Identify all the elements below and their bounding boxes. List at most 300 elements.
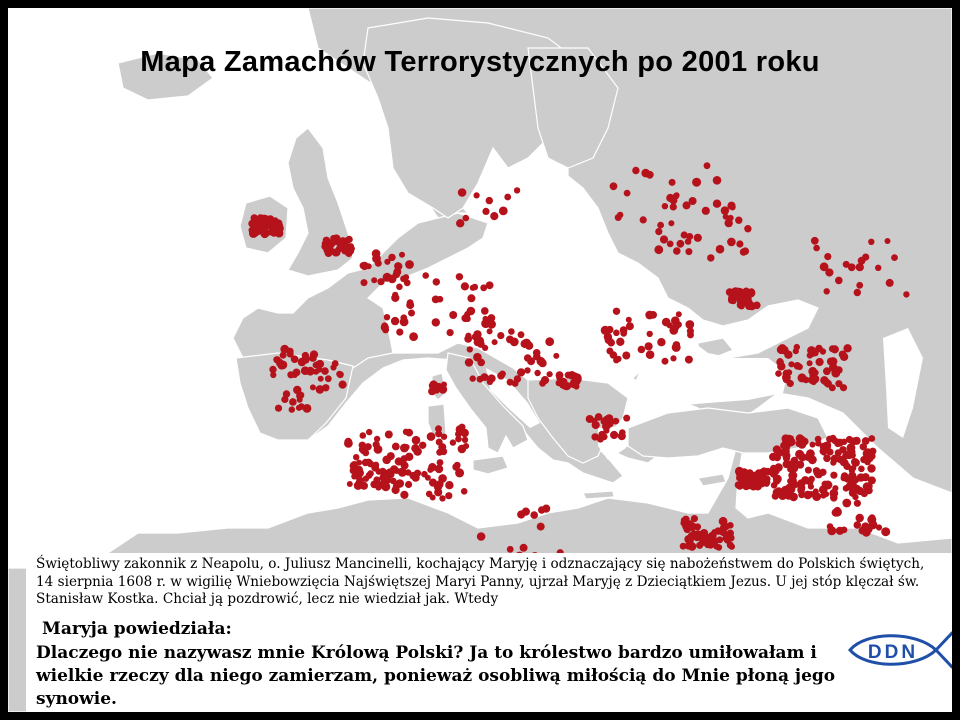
- attack-marker: [461, 488, 468, 495]
- attack-marker: [858, 466, 865, 473]
- logo-text: DDN: [867, 642, 919, 663]
- attack-marker: [735, 217, 742, 224]
- attack-marker: [449, 311, 457, 319]
- attack-marker: [492, 339, 498, 345]
- attack-marker: [788, 435, 794, 441]
- attack-marker: [829, 345, 836, 352]
- attack-marker: [405, 481, 412, 488]
- attack-marker: [296, 405, 302, 411]
- attack-marker: [419, 442, 426, 449]
- attack-marker: [813, 470, 819, 476]
- attack-marker: [497, 332, 504, 339]
- attack-marker: [824, 253, 831, 260]
- attack-marker: [783, 376, 791, 384]
- attack-marker: [533, 353, 541, 361]
- attack-marker: [436, 449, 443, 456]
- attack-marker: [727, 238, 736, 247]
- attack-marker: [670, 355, 676, 361]
- attack-marker: [615, 214, 622, 221]
- attack-marker: [607, 419, 614, 426]
- attack-marker: [813, 245, 820, 252]
- attack-marker: [830, 494, 838, 502]
- attack-marker: [287, 371, 294, 378]
- attack-marker: [434, 488, 442, 496]
- attack-marker: [856, 514, 864, 522]
- attack-marker: [403, 444, 409, 450]
- attack-marker: [626, 322, 634, 330]
- attack-marker: [669, 179, 676, 186]
- attack-marker: [403, 429, 409, 435]
- attack-marker: [739, 473, 747, 481]
- attack-marker: [622, 352, 630, 360]
- attack-marker: [447, 329, 454, 336]
- attack-marker: [807, 360, 813, 366]
- attack-marker: [853, 485, 860, 492]
- attack-marker: [372, 249, 381, 258]
- attack-marker: [868, 435, 875, 442]
- attack-marker: [384, 314, 390, 320]
- attack-marker: [318, 376, 324, 382]
- attack-marker: [363, 476, 369, 482]
- attack-marker: [456, 219, 464, 227]
- attack-marker: [848, 478, 856, 486]
- attack-marker: [690, 531, 699, 540]
- attack-marker: [456, 273, 463, 280]
- attack-marker: [381, 479, 389, 487]
- attack-marker: [812, 492, 821, 501]
- attack-marker: [360, 262, 367, 269]
- attack-marker: [808, 455, 817, 464]
- attack-marker: [780, 442, 787, 449]
- attack-marker: [840, 353, 848, 361]
- attack-marker: [689, 197, 697, 205]
- attack-marker: [458, 188, 467, 197]
- attack-marker: [391, 294, 399, 302]
- attack-marker: [842, 499, 851, 508]
- attack-marker: [822, 481, 829, 488]
- attack-marker: [488, 374, 496, 382]
- attack-marker: [382, 456, 391, 465]
- attack-marker: [647, 331, 653, 337]
- attack-marker: [655, 228, 662, 235]
- attack-marker: [774, 491, 781, 498]
- attack-marker: [825, 442, 832, 449]
- attack-marker: [395, 457, 403, 465]
- attack-marker: [413, 445, 419, 451]
- attack-marker: [400, 491, 408, 499]
- attack-marker: [351, 473, 357, 479]
- attack-marker: [325, 375, 332, 382]
- attack-marker: [819, 469, 826, 476]
- attack-marker: [753, 302, 761, 310]
- attack-marker: [816, 358, 824, 366]
- attack-marker: [409, 472, 417, 480]
- attack-marker: [841, 472, 849, 480]
- attack-marker: [276, 224, 284, 232]
- attack-marker: [340, 243, 349, 252]
- attack-marker: [723, 524, 729, 530]
- poster-frame: [8, 8, 952, 712]
- attack-marker: [441, 382, 447, 388]
- attack-marker: [385, 431, 393, 439]
- attack-marker: [783, 460, 791, 468]
- attack-marker: [591, 433, 598, 440]
- attack-marker: [713, 200, 721, 208]
- attack-marker: [399, 252, 405, 258]
- attack-marker: [623, 415, 630, 422]
- attack-marker: [745, 302, 753, 310]
- story-paragraph: Świętobliwy zakonnik z Neapolu, o. Juliusz Mancinelli, kochający Maryję i odznaczający się nabożeństwem do Polskich świętych, 14 sierpnia 1608 r. w wigilię Wniebowzięcia Najświętszej Maryi Panny, ujrzał Maryję z Dzieciątkiem Jezus. U jej stóp klęczał św. Stanisław Kostka. Chciał ją pozdrowić, lecz nie wiedział jak. Wtedy: [36, 556, 925, 607]
- attack-marker: [681, 231, 688, 238]
- attack-marker: [461, 282, 469, 290]
- attack-marker: [707, 534, 715, 542]
- attack-marker: [868, 239, 874, 245]
- attack-marker: [287, 351, 294, 358]
- attack-marker: [810, 442, 816, 448]
- attack-marker: [728, 215, 734, 221]
- attack-marker: [310, 384, 316, 390]
- attack-marker: [429, 479, 437, 487]
- attack-marker: [376, 468, 382, 474]
- attack-marker: [316, 385, 325, 394]
- attack-marker: [278, 360, 284, 366]
- attack-marker: [886, 279, 894, 287]
- attack-marker: [477, 532, 486, 541]
- attack-marker: [843, 261, 850, 268]
- attack-marker: [761, 467, 767, 473]
- attack-marker: [875, 265, 881, 271]
- attack-marker: [601, 433, 608, 440]
- land-cyprus: [698, 474, 726, 486]
- attack-marker: [626, 317, 632, 323]
- attack-marker: [831, 455, 839, 463]
- ddn-logo: [846, 627, 952, 673]
- attack-marker: [539, 380, 546, 387]
- attack-marker: [736, 240, 743, 247]
- attack-marker: [601, 326, 610, 335]
- attack-marker: [507, 379, 514, 386]
- attack-marker: [727, 542, 734, 549]
- attack-marker: [682, 516, 690, 524]
- attack-marker: [657, 222, 664, 229]
- attack-marker: [801, 476, 809, 484]
- attack-marker: [843, 485, 850, 492]
- attack-marker: [692, 178, 701, 187]
- attack-marker: [396, 329, 403, 336]
- attack-marker: [524, 354, 532, 362]
- attack-marker: [301, 355, 309, 363]
- attack-marker: [696, 542, 703, 549]
- attack-marker: [405, 453, 413, 461]
- attack-marker: [685, 248, 692, 255]
- attack-marker: [394, 262, 401, 269]
- attack-marker: [361, 444, 369, 452]
- attack-marker: [437, 459, 444, 466]
- attack-marker: [396, 479, 405, 488]
- attack-marker: [508, 328, 515, 335]
- land-sicily: [473, 456, 508, 474]
- attack-marker: [445, 492, 452, 499]
- attack-marker: [514, 187, 520, 193]
- attack-marker: [429, 382, 436, 389]
- attack-marker: [830, 472, 837, 479]
- attack-marker: [645, 342, 653, 350]
- attack-marker: [464, 316, 470, 322]
- attack-marker: [660, 235, 668, 243]
- attack-marker: [432, 318, 440, 326]
- attack-marker: [408, 310, 415, 317]
- attack-marker: [881, 527, 890, 536]
- attack-marker: [799, 436, 806, 443]
- attack-marker: [497, 372, 505, 380]
- attack-marker: [794, 344, 800, 350]
- attack-marker: [289, 406, 295, 412]
- attack-marker: [727, 202, 735, 210]
- attack-marker: [859, 527, 867, 535]
- attack-marker: [646, 171, 654, 179]
- attack-marker: [685, 238, 692, 245]
- attack-marker: [771, 482, 778, 489]
- attack-marker: [463, 443, 469, 449]
- attack-marker: [687, 331, 694, 338]
- attack-marker: [865, 526, 873, 534]
- attack-marker: [344, 439, 353, 448]
- attack-marker: [392, 443, 400, 451]
- attack-marker: [251, 215, 258, 222]
- attack-marker: [610, 431, 618, 439]
- attack-marker: [474, 192, 480, 198]
- attack-marker: [486, 197, 493, 204]
- attack-marker: [412, 436, 421, 445]
- attack-marker: [721, 206, 729, 214]
- attack-marker: [824, 288, 830, 294]
- attack-marker: [472, 284, 479, 291]
- attack-marker: [773, 445, 781, 453]
- attack-marker: [570, 381, 577, 388]
- attack-marker: [702, 207, 710, 215]
- attack-marker: [832, 437, 839, 444]
- attack-marker: [885, 238, 891, 244]
- attack-marker: [297, 397, 303, 403]
- attack-marker: [435, 430, 442, 437]
- attack-marker: [750, 477, 756, 483]
- attack-marker: [677, 240, 685, 248]
- attack-marker: [667, 241, 674, 248]
- attack-marker: [346, 236, 353, 243]
- attack-marker: [776, 359, 784, 367]
- attack-marker: [376, 485, 382, 491]
- attack-marker: [673, 247, 681, 255]
- attack-marker: [827, 523, 834, 530]
- attack-marker: [615, 356, 621, 362]
- attack-marker: [843, 344, 851, 352]
- attack-marker: [360, 432, 367, 439]
- attack-marker: [711, 529, 717, 535]
- attack-marker: [852, 494, 858, 500]
- attack-marker: [805, 467, 812, 474]
- attack-marker: [517, 368, 525, 376]
- attack-marker: [649, 311, 657, 319]
- attack-marker: [673, 193, 679, 199]
- attack-marker: [350, 462, 359, 471]
- attack-marker: [809, 369, 815, 375]
- attack-marker: [835, 380, 842, 387]
- attack-marker: [499, 207, 508, 216]
- attack-marker: [455, 436, 462, 443]
- attack-marker: [289, 398, 297, 406]
- attack-marker: [391, 317, 399, 325]
- attack-marker: [673, 341, 680, 348]
- attack-marker: [738, 303, 744, 309]
- attack-marker: [439, 495, 445, 501]
- attack-marker: [867, 464, 875, 472]
- attack-marker: [450, 439, 456, 445]
- attack-marker: [796, 364, 803, 371]
- attack-marker: [736, 483, 743, 490]
- attack-marker: [510, 338, 519, 347]
- attack-marker: [367, 470, 374, 477]
- attack-marker: [520, 544, 528, 552]
- attack-marker: [820, 262, 829, 271]
- attack-marker: [760, 474, 768, 482]
- attack-marker: [624, 190, 631, 197]
- attack-marker: [456, 425, 464, 433]
- attack-marker: [786, 369, 792, 375]
- attack-marker: [405, 260, 414, 269]
- attack-marker: [605, 336, 613, 344]
- attack-marker: [672, 323, 680, 331]
- attack-marker: [854, 500, 861, 507]
- attack-marker: [445, 481, 453, 489]
- attack-marker: [275, 405, 282, 412]
- attack-marker: [482, 208, 489, 215]
- attack-marker: [811, 237, 819, 245]
- attack-marker: [857, 473, 865, 481]
- attack-marker: [713, 176, 722, 185]
- land-crete: [583, 491, 614, 499]
- attack-marker: [789, 493, 798, 502]
- attack-marker: [559, 381, 567, 389]
- attack-marker: [281, 396, 288, 403]
- attack-marker: [332, 360, 339, 367]
- attack-marker: [786, 484, 794, 492]
- attack-marker: [361, 279, 368, 286]
- attack-marker: [486, 281, 494, 289]
- attack-marker: [891, 254, 898, 261]
- attack-marker: [481, 307, 489, 315]
- attack-marker: [823, 455, 831, 463]
- attack-marker: [835, 277, 843, 285]
- attack-marker: [687, 540, 694, 547]
- attack-marker: [539, 359, 547, 367]
- attack-marker: [742, 289, 750, 297]
- attack-marker: [707, 254, 714, 261]
- attack-marker: [347, 481, 353, 487]
- attack-marker: [610, 182, 618, 190]
- attack-marker: [261, 230, 270, 239]
- attack-marker: [657, 338, 665, 346]
- attack-marker: [366, 429, 372, 435]
- attack-marker: [704, 162, 711, 169]
- attack-marker: [362, 459, 369, 466]
- attack-marker: [829, 363, 838, 372]
- attack-marker: [592, 421, 600, 429]
- attack-marker: [780, 346, 789, 355]
- attack-marker: [373, 441, 380, 448]
- attack-marker: [530, 511, 538, 519]
- attack-marker: [487, 328, 493, 334]
- attack-marker: [640, 216, 647, 223]
- attack-marker: [303, 404, 312, 413]
- attack-marker: [856, 263, 864, 271]
- attack-marker: [726, 288, 734, 296]
- attack-marker: [403, 274, 409, 280]
- attack-marker: [553, 353, 559, 359]
- attack-marker: [482, 345, 488, 351]
- attack-marker: [876, 524, 882, 530]
- attack-marker: [774, 454, 781, 461]
- attack-marker: [481, 373, 489, 381]
- attack-marker: [662, 203, 668, 209]
- attack-marker: [321, 367, 329, 375]
- attack-marker: [798, 373, 807, 382]
- attack-marker: [728, 297, 735, 304]
- attack-marker: [845, 464, 851, 470]
- attack-marker: [707, 542, 714, 549]
- attack-marker: [606, 348, 613, 355]
- attack-marker: [797, 487, 805, 495]
- attack-marker: [455, 468, 464, 477]
- attack-marker: [654, 245, 663, 254]
- attack-marker: [396, 284, 403, 291]
- attack-marker: [390, 465, 398, 473]
- attack-marker: [384, 259, 390, 265]
- attack-marker: [522, 508, 530, 516]
- attack-marker: [373, 462, 380, 469]
- attack-marker: [685, 356, 693, 364]
- attack-marker: [808, 376, 815, 383]
- attack-marker: [427, 467, 433, 473]
- attack-marker: [742, 247, 750, 255]
- attack-marker: [619, 429, 626, 436]
- attack-marker: [377, 278, 384, 285]
- attack-marker: [328, 240, 335, 247]
- attack-marker: [260, 222, 268, 230]
- attack-marker: [616, 338, 624, 346]
- attack-marker: [336, 371, 342, 377]
- attack-marker: [437, 296, 444, 303]
- attack-marker: [470, 375, 476, 381]
- attack-marker: [353, 454, 359, 460]
- attack-marker: [833, 508, 842, 517]
- attack-marker: [865, 487, 873, 495]
- attack-marker: [280, 352, 287, 359]
- attack-marker: [662, 358, 669, 365]
- attack-marker: [421, 471, 428, 478]
- attack-marker: [557, 372, 564, 379]
- attack-marker: [321, 243, 328, 250]
- attack-marker: [467, 294, 475, 302]
- attack-marker: [339, 381, 347, 389]
- attack-marker: [538, 506, 545, 513]
- attack-marker: [537, 523, 545, 531]
- attack-marker: [465, 358, 473, 366]
- attack-marker: [775, 370, 782, 377]
- quote-heading: Maryja powiedziała:: [42, 619, 232, 639]
- attack-marker: [524, 367, 530, 373]
- attack-marker: [545, 337, 554, 346]
- attack-marker: [332, 249, 340, 257]
